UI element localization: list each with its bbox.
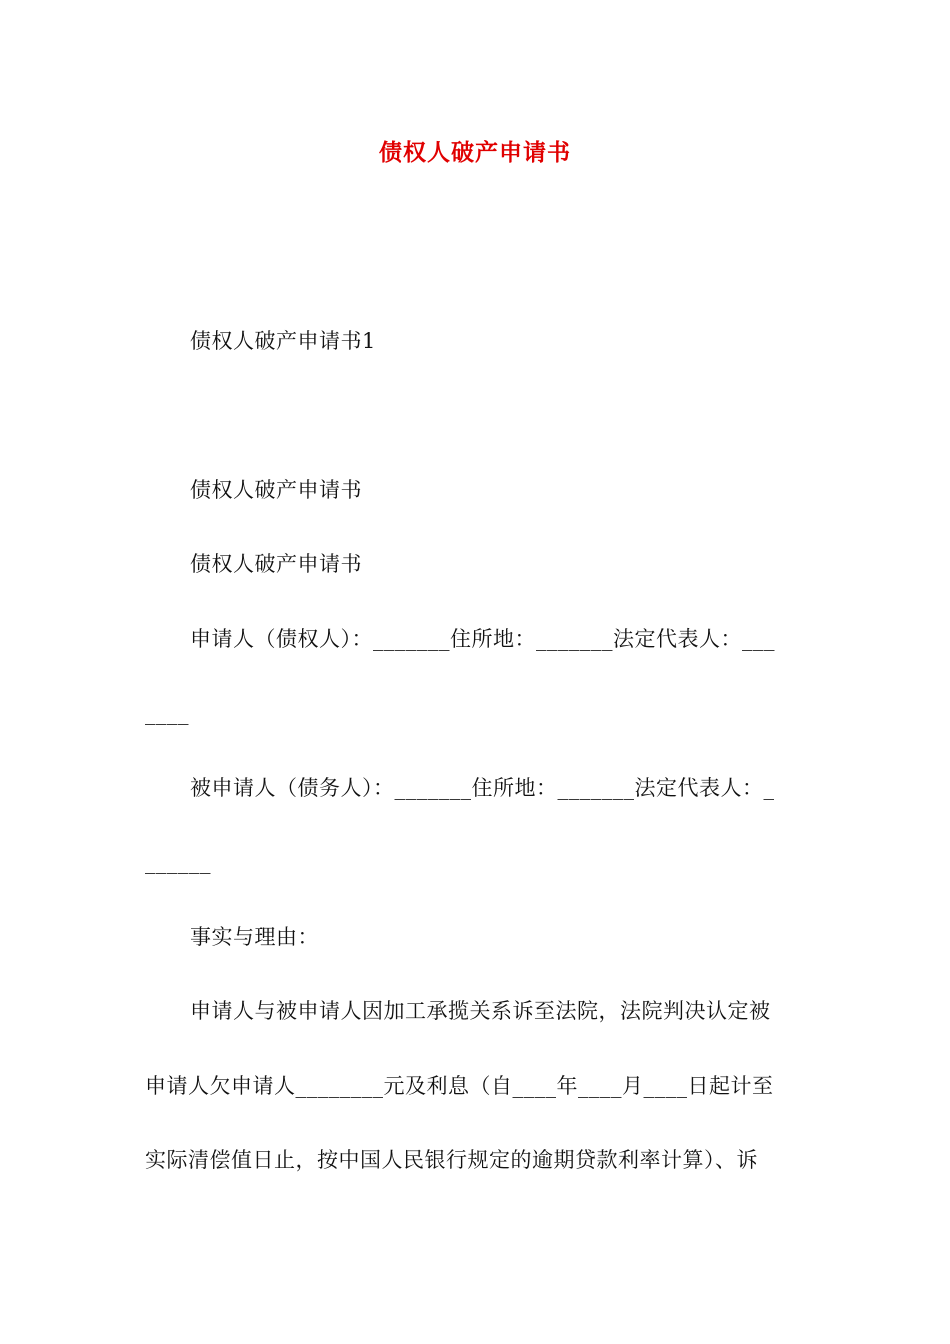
facts-heading: 事实与理由：	[190, 925, 319, 949]
document-title: 债权人破产申请书	[379, 140, 571, 166]
heading-line: 债权人破产申请书	[190, 552, 362, 576]
body-text-line: 申请人与被申请人因加工承揽关系诉至法院，法院判决认定被	[190, 999, 771, 1023]
body-text-line: 申请人欠申请人________元及利息（自____年____月____日起计至	[145, 1074, 774, 1098]
respondent-line: 被申请人（债务人）：_______住所地：_______法定代表人：_	[190, 776, 775, 800]
subtitle-line: 债权人破产申请书1	[190, 329, 376, 353]
heading-line: 债权人破产申请书	[190, 478, 362, 502]
respondent-line-continued: ______	[145, 850, 211, 874]
applicant-line-continued: ____	[145, 701, 189, 725]
applicant-line: 申请人（债权人）：_______住所地：_______法定代表人：___	[190, 627, 775, 651]
body-text-line: 实际清偿值日止，按中国人民银行规定的逾期贷款利率计算）、诉	[145, 1148, 758, 1172]
